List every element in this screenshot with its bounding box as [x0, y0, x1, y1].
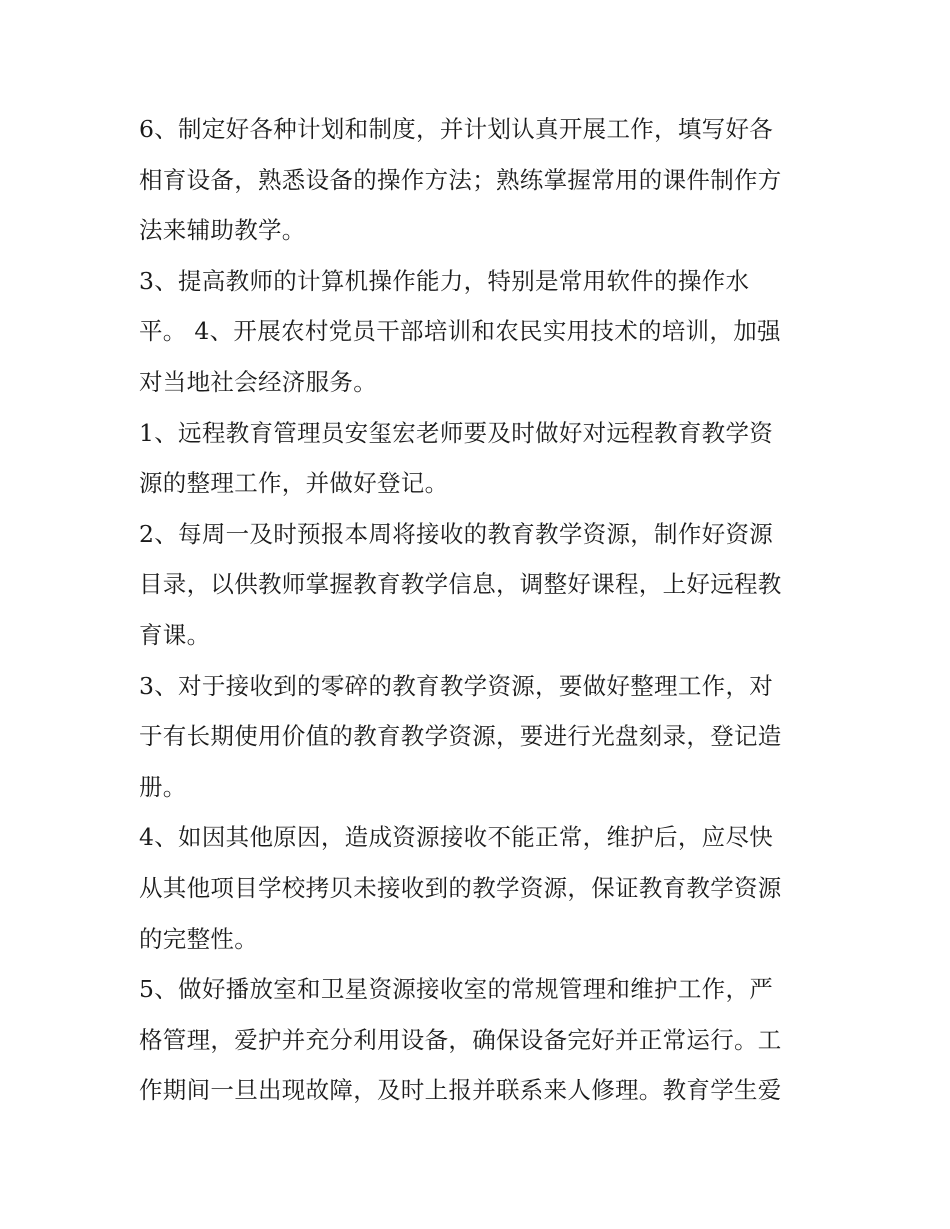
text-line: 2、每周一及时预报本周将接收的教育教学资源，制作好资源 — [139, 519, 774, 548]
text-line: 的完整性。 — [139, 924, 258, 953]
text-line: 作期间一旦出现故障，及时上报并联系来人修理。教育学生爱 — [139, 1076, 782, 1105]
text-line: 格管理，爱护并充分利用设备，确保设备完好并正常运行。工 — [139, 1025, 782, 1054]
text-line: 3、对于接收到的零碎的教育教学资源，要做好整理工作，对 — [139, 671, 774, 700]
text-line: 于有长期使用价值的教育教学资源，要进行光盘刻录，登记造 — [139, 722, 782, 751]
document-body — [139, 104, 819, 1116]
text-line: 册。 — [139, 772, 187, 801]
text-line: 6、制定好各种计划和制度，并计划认真开展工作，填写好各 — [139, 115, 774, 143]
text-line: 3、提高教师的计算机操作能力，特别是常用软件的操作水 — [139, 266, 750, 295]
text-line: 对当地社会经济服务。 — [139, 367, 377, 396]
text-line: 法来辅助教学。 — [139, 216, 306, 245]
text-line: 相育设备，熟悉设备的操作方法；熟练掌握常用的课件制作方 — [139, 165, 782, 194]
text-line: 4、如因其他原因，造成资源接收不能正常，维护后，应尽快 — [139, 823, 774, 852]
text-line: 育课。 — [139, 620, 211, 649]
text-line: 从其他项目学校拷贝未接收到的教学资源，保证教育教学资源 — [139, 873, 782, 902]
text-line: 源的整理工作，并做好登记。 — [139, 469, 449, 498]
text-line: 1、远程教育管理员安玺宏老师要及时做好对远程教育教学资 — [139, 418, 774, 447]
text-line: 平。 4、开展农村党员干部培训和农民实用技术的培训，加强 — [139, 317, 781, 346]
text-line: 5、做好播放室和卫星资源接收室的常规管理和维护工作，严 — [139, 975, 774, 1004]
text-line: 目录，以供教师掌握教育教学信息，调整好课程，上好远程教 — [139, 570, 782, 599]
